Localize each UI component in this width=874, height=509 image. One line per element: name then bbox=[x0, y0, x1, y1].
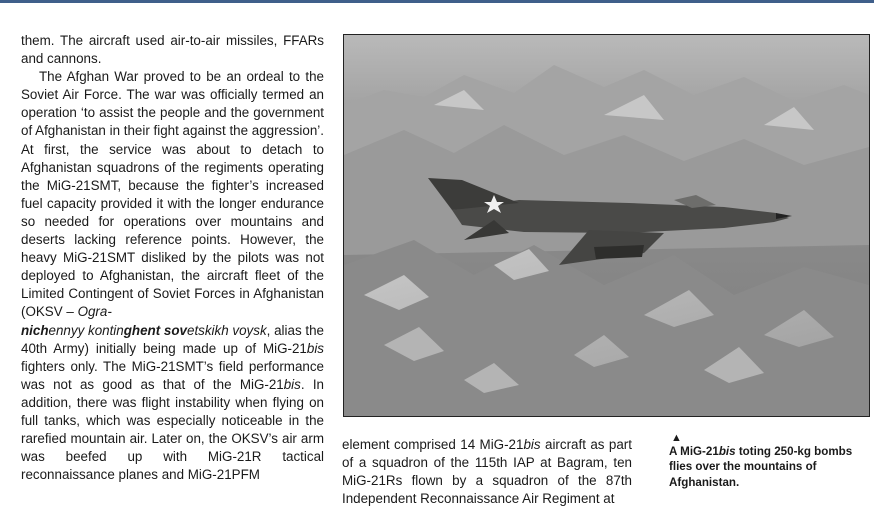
aircraft-photo bbox=[343, 34, 870, 417]
caption-triangle-icon: ▲ bbox=[671, 432, 682, 444]
paragraph-3: element comprised 14 MiG-21bis aircraft as part of a squadron of the 115th IAP at Bagram, ten MiG-21Rs flown by a squadron of the 87th Independent Reconnaissance Air Regiment at bbox=[342, 437, 632, 507]
paragraph-2: The Afghan War proved to be an ordeal to the Soviet Air Force. The war was officially termed an operation ‘to assist the people and the government of Afghanistan in their fight against the aggression’. At first, the service was about to detach to Afghanistan squadrons of the regiments operating the MiG-21SMT, because the fighter’s increased fuel capacity provided it with the longer endurance so needed for operations over mountains and deserts lacking reference points. However, the heavy MiG-21SMT disliked by the pilots was not deployed to Afghanistan, the aircraft fleet of the Limited Contingent of Soviet Forces in Afghanistan (OKSV – Ogra- nichennyy kontinghent sovetskikh voysk, alias the 40th Army) initially being made up of MiG-21bis fighters only. The MiG-21SMT’s field performance was not as good as that of the MiG-21bis. In addition, there was flight instability when flying on full tanks, which was especially noticeable in the rarefied mountain air. Later on, the OKSV’s air arm was beefed up with MiG-21R tactical reconnaissance planes and MiG-21PFM bbox=[21, 69, 325, 483]
left-text-column bbox=[21, 32, 324, 484]
photo-caption bbox=[669, 432, 874, 490]
caption-text: A MiG-21bis toting 250-kg bombs flies over the mountains of Afghanistan. bbox=[669, 445, 853, 489]
paragraph-1: them. The aircraft used air-to-air missiles, FFARs and cannons. bbox=[21, 33, 324, 67]
term-italic: Ogra- bbox=[77, 304, 112, 320]
middle-text-column bbox=[342, 436, 632, 508]
top-rule bbox=[0, 0, 874, 3]
